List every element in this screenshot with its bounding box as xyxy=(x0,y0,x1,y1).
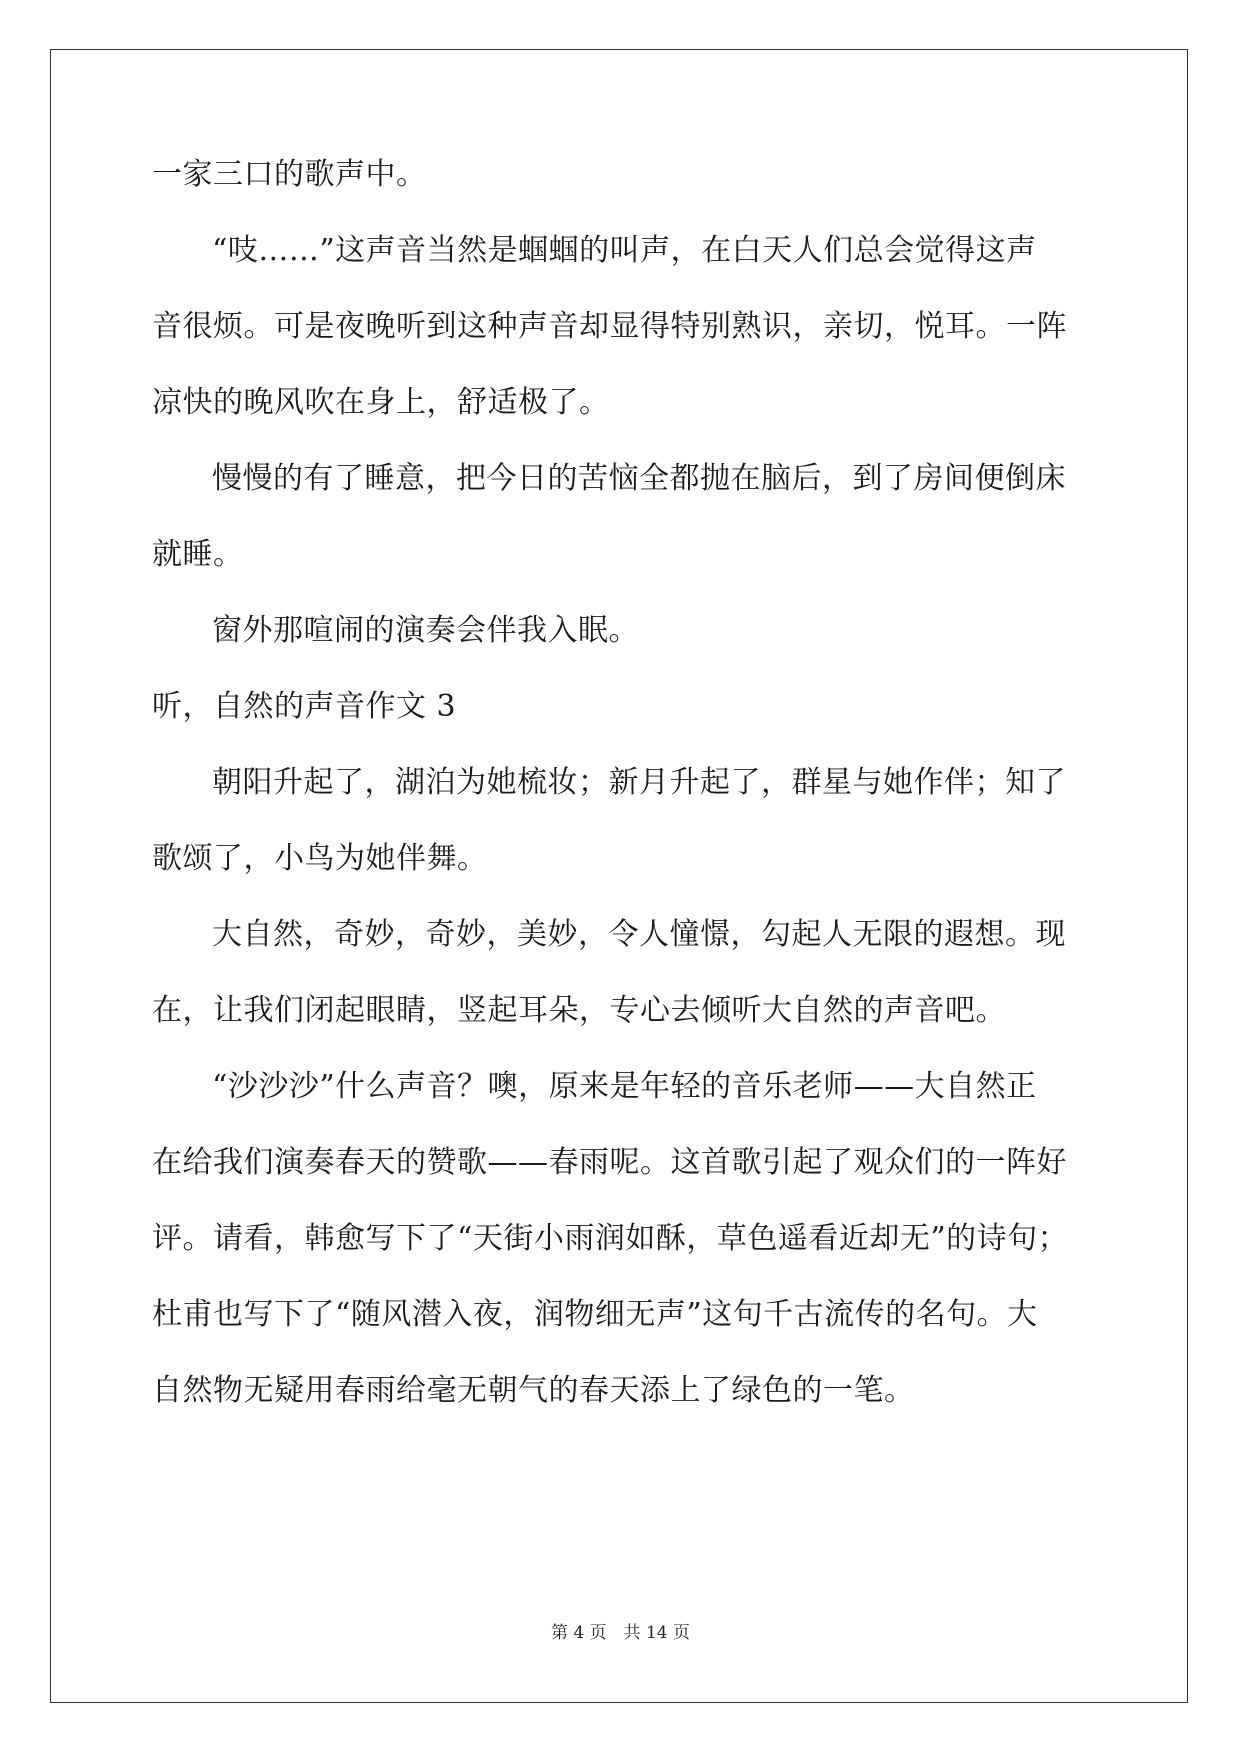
paragraph-line: 评。请看，韩愈写下了“天街小雨润如酥，草色遥看近却无”的诗句； xyxy=(152,1221,1069,1256)
paragraph-line: 就睡。 xyxy=(152,537,244,572)
paragraph-line: “吱……”这声音当然是蝈蝈的叫声，在白天人们总会觉得这声 xyxy=(212,233,1037,268)
paragraph-line: 朝阳升起了，湖泊为她梳妆；新月升起了，群星与她作伴；知了 xyxy=(212,765,1066,800)
paragraph-line: 大自然，奇妙，奇妙，美妙，令人憧憬，勾起人无限的遐想。现 xyxy=(212,917,1066,952)
line-continuation: 一家三口的歌声中。 xyxy=(152,157,427,192)
paragraph-line: 在，让我们闭起眼睛，竖起耳朵，专心去倾听大自然的声音吧。 xyxy=(152,993,1006,1028)
paragraph-line: 在给我们演奏春天的赞歌——春雨呢。这首歌引起了观众们的一阵好 xyxy=(152,1145,1067,1180)
paragraph-line: 歌颂了，小鸟为她伴舞。 xyxy=(152,841,488,876)
paragraph-line: 窗外那喧闹的演奏会伴我入眠。 xyxy=(212,613,639,648)
paragraph-line: 杜甫也写下了“随风潜入夜，润物细无声”这句千古流传的名句。大 xyxy=(152,1297,1038,1332)
paragraph-line: 慢慢的有了睡意，把今日的苦恼全都抛在脑后，到了房间便倒床 xyxy=(212,461,1066,496)
section-heading: 听，自然的声音作文 3 xyxy=(152,689,457,724)
paragraph-line: 凉快的晚风吹在身上，舒适极了。 xyxy=(152,385,610,420)
paragraph-line: 自然物无疑用春雨给毫无朝气的春天添上了绿色的一笔。 xyxy=(152,1373,915,1408)
page-number-footer: 第 4 页 共 14 页 xyxy=(550,1623,691,1643)
paragraph-line: 音很烦。可是夜晚听到这种声音却显得特别熟识，亲切，悦耳。一阵 xyxy=(152,309,1067,344)
paragraph-line: “沙沙沙”什么声音？噢，原来是年轻的音乐老师——大自然正 xyxy=(212,1069,1037,1104)
